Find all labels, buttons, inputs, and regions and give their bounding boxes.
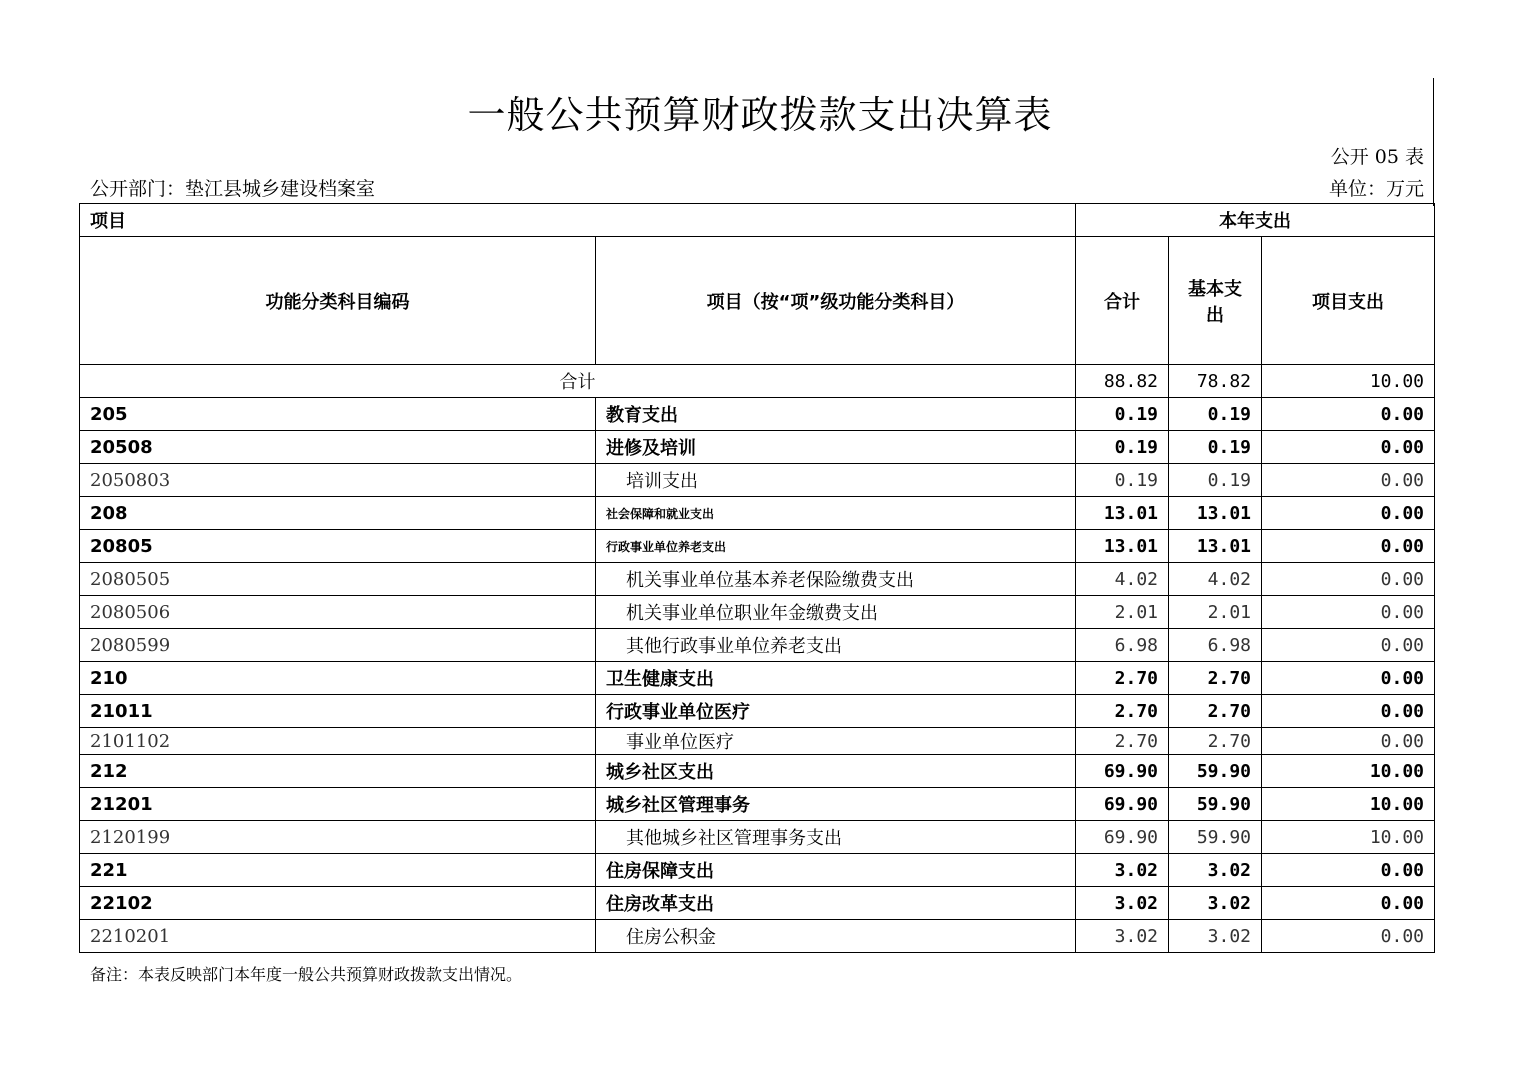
- row-project: 10.00: [1262, 755, 1435, 788]
- table-row: [80, 530, 1435, 563]
- table-row: [80, 821, 1435, 854]
- table-row: [80, 728, 1435, 755]
- row-project: 0.00: [1262, 695, 1435, 728]
- row-total: 3.02: [1076, 854, 1169, 887]
- row-name: 机关事业单位职业年金缴费支出: [596, 596, 1076, 629]
- row-basic: 59.90: [1169, 755, 1262, 788]
- row-name: 行政事业单位养老支出: [596, 530, 1076, 563]
- row-project: 0.00: [1262, 887, 1435, 920]
- row-name: 其他城乡社区管理事务支出: [596, 821, 1076, 854]
- total-label: 合计: [80, 365, 1076, 398]
- form-number: 公开 05 表: [1330, 146, 1424, 168]
- row-total: 2.01: [1076, 596, 1169, 629]
- row-code: 21201: [80, 788, 596, 821]
- table-row: [80, 920, 1435, 953]
- total-project: 10.00: [1262, 365, 1435, 398]
- row-basic: 3.02: [1169, 920, 1262, 953]
- row-code: 21011: [80, 695, 596, 728]
- table-row: [80, 398, 1435, 431]
- row-code: 2080506: [80, 596, 596, 629]
- table-row: [80, 695, 1435, 728]
- row-name: 教育支出: [596, 398, 1076, 431]
- row-basic: 2.70: [1169, 695, 1262, 728]
- row-name: 住房保障支出: [596, 854, 1076, 887]
- table-row: [80, 662, 1435, 695]
- footnote: 备注：本表反映部门本年度一般公共预算财政拨款支出情况。: [90, 965, 523, 984]
- row-name: 行政事业单位医疗: [596, 695, 1076, 728]
- table-row: [80, 464, 1435, 497]
- row-code: 2210201: [80, 920, 596, 953]
- row-project: 0.00: [1262, 596, 1435, 629]
- row-code: 20508: [80, 431, 596, 464]
- row-code: 22102: [80, 887, 596, 920]
- total-basic: 78.82: [1169, 365, 1262, 398]
- row-basic: 3.02: [1169, 887, 1262, 920]
- page-title: 一般公共预算财政拨款支出决算表: [467, 93, 1053, 137]
- row-code: 208: [80, 497, 596, 530]
- table-row: [80, 563, 1435, 596]
- row-name: 住房公积金: [596, 920, 1076, 953]
- row-total: 0.19: [1076, 464, 1169, 497]
- table-row: [80, 629, 1435, 662]
- row-total: 69.90: [1076, 755, 1169, 788]
- row-project: 0.00: [1262, 629, 1435, 662]
- row-project: 10.00: [1262, 788, 1435, 821]
- row-total: 69.90: [1076, 788, 1169, 821]
- row-basic: 6.98: [1169, 629, 1262, 662]
- row-project: 0.00: [1262, 728, 1435, 755]
- expenditure-table: [79, 203, 1435, 953]
- row-name: 进修及培训: [596, 431, 1076, 464]
- unit-label: 单位：万元: [1328, 178, 1424, 200]
- row-basic: 4.02: [1169, 563, 1262, 596]
- table-row: [80, 788, 1435, 821]
- table-row: [80, 854, 1435, 887]
- row-code: 205: [80, 398, 596, 431]
- row-project: 0.00: [1262, 920, 1435, 953]
- row-project: 0.00: [1262, 662, 1435, 695]
- row-total: 3.02: [1076, 887, 1169, 920]
- table-row: [80, 887, 1435, 920]
- header-name: 项目（按“项”级功能分类科目）: [596, 237, 1076, 365]
- table-row: [80, 497, 1435, 530]
- row-total: 2.70: [1076, 662, 1169, 695]
- row-project: 0.00: [1262, 398, 1435, 431]
- row-code: 2050803: [80, 464, 596, 497]
- row-total: 2.70: [1076, 695, 1169, 728]
- row-total: 0.19: [1076, 398, 1169, 431]
- row-name: 机关事业单位基本养老保险缴费支出: [596, 563, 1076, 596]
- total-row: [80, 365, 1435, 398]
- row-basic: 59.90: [1169, 788, 1262, 821]
- row-total: 6.98: [1076, 629, 1169, 662]
- row-basic: 2.70: [1169, 662, 1262, 695]
- row-total: 2.70: [1076, 728, 1169, 755]
- row-basic: 3.02: [1169, 854, 1262, 887]
- row-basic: 2.70: [1169, 728, 1262, 755]
- row-code: 212: [80, 755, 596, 788]
- row-code: 2080599: [80, 629, 596, 662]
- row-name: 城乡社区管理事务: [596, 788, 1076, 821]
- row-project: 10.00: [1262, 821, 1435, 854]
- row-name: 培训支出: [596, 464, 1076, 497]
- table-row: [80, 431, 1435, 464]
- row-project: 0.00: [1262, 497, 1435, 530]
- table-row: [80, 596, 1435, 629]
- row-total: 0.19: [1076, 431, 1169, 464]
- row-basic: 2.01: [1169, 596, 1262, 629]
- row-basic: 13.01: [1169, 530, 1262, 563]
- row-total: 13.01: [1076, 530, 1169, 563]
- row-total: 3.02: [1076, 920, 1169, 953]
- row-code: 221: [80, 854, 596, 887]
- header-basic: 基本支 出: [1169, 237, 1262, 365]
- row-project: 0.00: [1262, 431, 1435, 464]
- row-code: 210: [80, 662, 596, 695]
- header-code: 功能分类科目编码: [80, 237, 596, 365]
- total-sum: 88.82: [1076, 365, 1169, 398]
- header-project: 项目支出: [1262, 237, 1435, 365]
- row-basic: 0.19: [1169, 398, 1262, 431]
- row-name: 卫生健康支出: [596, 662, 1076, 695]
- row-name: 事业单位医疗: [596, 728, 1076, 755]
- row-code: 2080505: [80, 563, 596, 596]
- row-basic: 59.90: [1169, 821, 1262, 854]
- row-name: 其他行政事业单位养老支出: [596, 629, 1076, 662]
- header-total: 合计: [1076, 237, 1169, 365]
- department-label: 公开部门：垫江县城乡建设档案室: [90, 178, 376, 200]
- row-project: 0.00: [1262, 563, 1435, 596]
- header-current-year: 本年支出: [1076, 204, 1435, 237]
- row-name: 城乡社区支出: [596, 755, 1076, 788]
- header-item: 项目: [80, 204, 1076, 237]
- row-code: 20805: [80, 530, 596, 563]
- row-code: 2101102: [80, 728, 596, 755]
- row-project: 0.00: [1262, 854, 1435, 887]
- row-project: 0.00: [1262, 530, 1435, 563]
- row-code: 2120199: [80, 821, 596, 854]
- row-name: 住房改革支出: [596, 887, 1076, 920]
- row-basic: 0.19: [1169, 464, 1262, 497]
- row-total: 4.02: [1076, 563, 1169, 596]
- row-name: 社会保障和就业支出: [596, 497, 1076, 530]
- row-basic: 0.19: [1169, 431, 1262, 464]
- row-total: 69.90: [1076, 821, 1169, 854]
- table-row: [80, 755, 1435, 788]
- row-basic: 13.01: [1169, 497, 1262, 530]
- row-total: 13.01: [1076, 497, 1169, 530]
- row-project: 0.00: [1262, 464, 1435, 497]
